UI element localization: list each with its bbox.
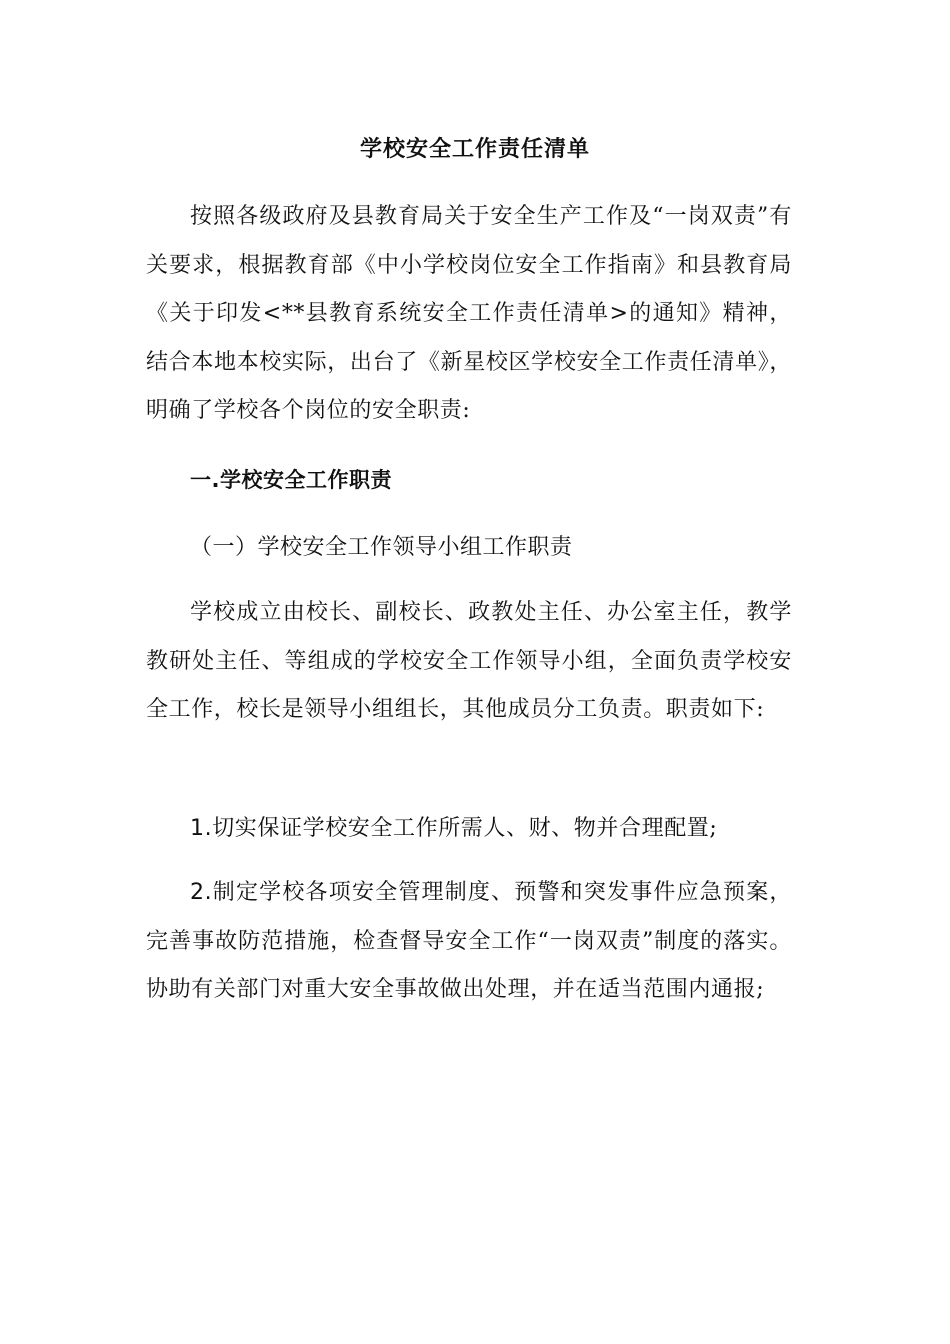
list-item-text: 切实保证学校安全工作所需人、财、物并合理配置; bbox=[212, 816, 718, 841]
subsection-body-paragraph: 学校成立由校长、副校长、政教处主任、办公室主任，教学教研处主任、等组成的学校安全工作领导小组，全面负责学校安全工作，校长是领导小组组长，其他成员分工负责。职责如下: bbox=[146, 600, 792, 722]
list-item-text: 制定学校各项安全管理制度、预警和突发事件应急预案，完善事故防范措施，检查督导安全工作“一岗双责”制度的落实。协助有关部门对重大安全事故做出处理，并在适当范围内通报; bbox=[146, 880, 792, 1002]
intro-paragraph: 按照各级政府及县教育局关于安全生产工作及“一岗双责”有关要求，根据教育部《中小学校岗位安全工作指南》和县教育局《关于印发<**县教育系统安全工作责任清单>的通知》精神，结合本地本校实际，出台了《新星校区学校安全工作责任清单》，明确了学校各个岗位的安全职责: bbox=[146, 204, 792, 423]
list-item bbox=[146, 805, 792, 854]
document-title: 学校安全工作责任清单 bbox=[359, 137, 590, 162]
list-item bbox=[146, 869, 792, 1015]
subsection-heading: （一）学校安全工作领导小组工作职责 bbox=[190, 535, 573, 560]
list-item-number: 2. bbox=[190, 880, 213, 905]
section-heading: 一.学校安全工作职责 bbox=[190, 468, 392, 492]
list-item-number: 1. bbox=[190, 816, 213, 841]
